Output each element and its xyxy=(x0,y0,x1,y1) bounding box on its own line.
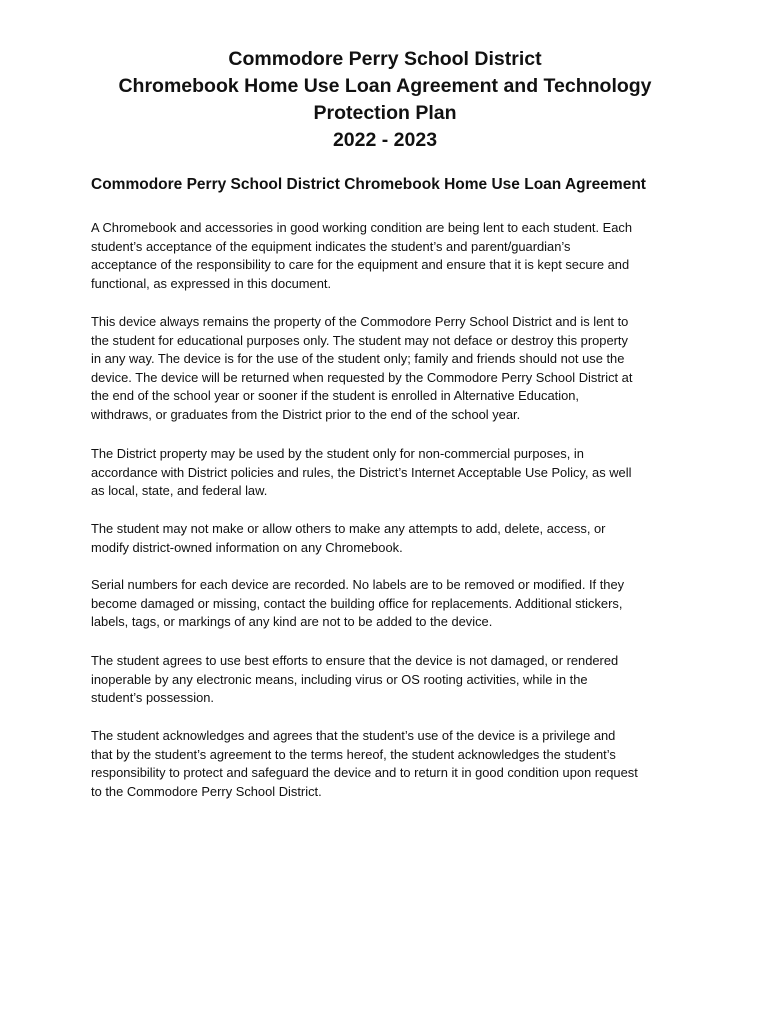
title-line-district: Commodore Perry School District xyxy=(228,48,542,70)
paragraph-line: become damaged or missing, contact the building office for replacements. Additional stickers, xyxy=(91,595,623,611)
paragraph-device-property xyxy=(91,313,691,425)
paragraph-line: This device always remains the property of the Commodore Perry School District and is lent to xyxy=(91,314,629,329)
paragraph-line: The student acknowledges and agrees that the student’s use of the device is a privilege and xyxy=(91,728,616,743)
paragraph-line: The student may not make or allow others to make any attempts to add, delete, access, or xyxy=(91,521,606,536)
paragraph-line: modify district-owned information on any Chromebook. xyxy=(91,539,403,555)
paragraph-line: The student agrees to use best efforts to ensure that the device is not damaged, or rendered xyxy=(91,653,619,668)
paragraph-line: responsibility to protect and safeguard the device and to return it in good condition upon request xyxy=(91,765,638,781)
paragraph-line: the student for educational purposes only. The student may not deface or destroy this property xyxy=(91,332,628,348)
paragraph-modify-information xyxy=(91,520,691,557)
paragraph-serial-numbers xyxy=(91,576,691,632)
paragraph-line: withdraws, or graduates from the District prior to the end of the school year. xyxy=(91,406,521,422)
paragraph-line: A Chromebook and accessories in good working condition are being lent to each student. Each xyxy=(91,220,633,235)
paragraph-line: labels, tags, or markings of any kind are not to be added to the device. xyxy=(91,614,493,630)
paragraph-line: student’s possession. xyxy=(91,690,215,706)
paragraph-line: as local, state, and federal law. xyxy=(91,483,268,499)
section-heading: Commodore Perry School District Chromebook Home Use Loan Agreement xyxy=(91,176,646,193)
paragraph-line: device. The device will be returned when requested by the Commodore Perry School District at xyxy=(91,369,633,385)
paragraph-line: the end of the school year or sooner if the student is enrolled in Alternative Education, xyxy=(91,388,579,404)
paragraph-line: acceptance of the responsibility to care for the equipment and ensure that it is kept secure and xyxy=(91,257,630,273)
paragraph-line: inoperable by any electronic means, including virus or OS rooting activities, while in the xyxy=(91,671,588,687)
paragraph-line: Serial numbers for each device are recorded. No labels are to be removed or modified. If they xyxy=(91,577,625,592)
paragraph-line: student’s acceptance of the equipment indicates the student’s and parent/guardian’s xyxy=(91,238,571,254)
paragraph-line: The District property may be used by the student only for non-commercial purposes, in xyxy=(91,446,584,461)
paragraph-privilege xyxy=(91,727,691,801)
paragraph-line: in any way. The device is for the use of the student only; family and friends should not use the xyxy=(91,351,625,367)
paragraph-line: to the Commodore Perry School District. xyxy=(91,783,322,799)
paragraph-line: that by the student’s agreement to the terms hereof, the student acknowledges the student’s xyxy=(91,746,616,762)
paragraph-line: accordance with District policies and rules, the District’s Internet Acceptable Use Policy, as well xyxy=(91,464,632,480)
paragraph-equipment-lent xyxy=(91,219,691,293)
paragraph-best-efforts xyxy=(91,652,691,708)
title-line-year: 2022 - 2023 xyxy=(332,129,438,151)
title-line-plan: Protection Plan xyxy=(313,102,457,124)
paragraph-non-commercial-use xyxy=(91,445,691,501)
paragraph-line: functional, as expressed in this document. xyxy=(91,275,332,291)
document-title xyxy=(60,46,710,154)
title-line-agreement: Chromebook Home Use Loan Agreement and Technology xyxy=(118,75,652,97)
